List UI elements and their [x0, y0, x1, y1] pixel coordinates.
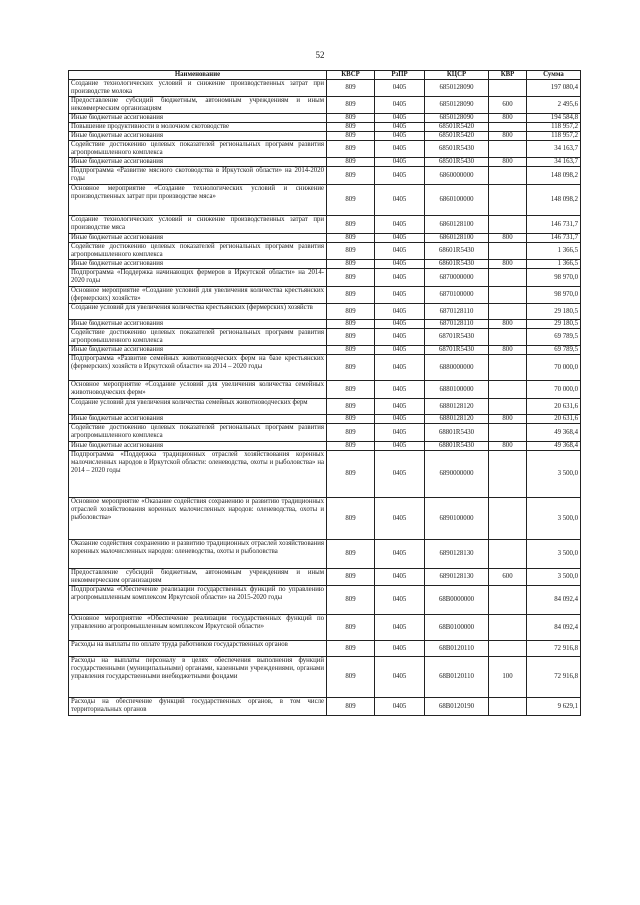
row-rzpr: 0405 [375, 415, 425, 424]
row-kvr [489, 304, 527, 320]
row-kcsr: 6850128090 [425, 97, 489, 114]
row-rzpr: 0405 [375, 114, 425, 123]
row-kvr: 800 [489, 415, 527, 424]
table-row [69, 451, 581, 498]
row-kcsr: 68801R5430 [425, 442, 489, 451]
row-kcsr: 6890100000 [425, 498, 489, 540]
row-sum: 1 366,5 [527, 243, 581, 260]
table-row [69, 260, 581, 269]
table-header-row [69, 71, 581, 80]
row-sum: 146 731,7 [527, 234, 581, 243]
row-kvsr: 809 [327, 114, 375, 123]
row-rzpr: 0405 [375, 399, 425, 415]
row-name: Подпрограмма «Поддержка начинающих фермеров в Иркутской области» на 2014-2020 годы [69, 269, 327, 287]
row-kcsr: 6870100000 [425, 287, 489, 304]
header-name: Наименование [69, 71, 327, 80]
row-kvr [489, 269, 527, 287]
row-name: Иные бюджетные ассигнования [69, 132, 327, 141]
table-row [69, 185, 581, 216]
row-kcsr: 6860100000 [425, 185, 489, 216]
row-rzpr: 0405 [375, 442, 425, 451]
row-kvsr: 809 [327, 641, 375, 657]
row-sum: 49 368,4 [527, 442, 581, 451]
row-name: Иные бюджетные ассигнования [69, 442, 327, 451]
row-kvsr: 809 [327, 243, 375, 260]
row-sum: 84 092,4 [527, 615, 581, 641]
row-rzpr: 0405 [375, 269, 425, 287]
row-sum: 20 631,6 [527, 415, 581, 424]
row-rzpr: 0405 [375, 304, 425, 320]
row-rzpr: 0405 [375, 586, 425, 615]
row-rzpr: 0405 [375, 167, 425, 185]
row-kcsr: 68701R5430 [425, 346, 489, 355]
row-sum: 70 000,0 [527, 381, 581, 399]
row-kvr: 100 [489, 657, 527, 698]
row-kcsr: 6890128130 [425, 569, 489, 586]
row-kvsr: 809 [327, 304, 375, 320]
table-row [69, 540, 581, 569]
table-row [69, 97, 581, 114]
row-kvr [489, 641, 527, 657]
row-kvr [489, 424, 527, 442]
row-kcsr: 68B0000000 [425, 586, 489, 615]
table-row [69, 287, 581, 304]
row-name: Создание технологических условий и снижение производственных затрат при производстве молока [69, 80, 327, 97]
table-row [69, 167, 581, 185]
row-kvr [489, 498, 527, 540]
row-name: Иные бюджетные ассигнования [69, 114, 327, 123]
row-kcsr: 68501R5420 [425, 132, 489, 141]
row-sum: 3 500,0 [527, 540, 581, 569]
row-name: Подпрограмма «Развитие семейных животноводческих ферм на базе крестьянских (фермерских) хозяйств в Иркутской области» на 2014 – 2020 годы [69, 355, 327, 381]
row-rzpr: 0405 [375, 451, 425, 498]
row-kvr [489, 399, 527, 415]
row-name: Предоставление субсидий бюджетным, автономным учреждениям и иным некоммерческим организациям [69, 569, 327, 586]
row-rzpr: 0405 [375, 320, 425, 329]
table-row [69, 132, 581, 141]
header-sum: Сумма [527, 71, 581, 80]
row-name: Подпрограмма «Обеспечение реализации государственных функций по управлению агропромышленным комплексом Иркутской области» на 2015-2020 годы [69, 586, 327, 615]
row-rzpr: 0405 [375, 498, 425, 540]
row-kcsr: 68701R5430 [425, 329, 489, 346]
header-kvsr: КВСР [327, 71, 375, 80]
row-kvsr: 809 [327, 234, 375, 243]
row-rzpr: 0405 [375, 641, 425, 657]
row-kvr [489, 185, 527, 216]
table-row [69, 399, 581, 415]
table-row [69, 320, 581, 329]
row-name: Основное мероприятие «Создание технологических условий и снижение производственных затрат при производстве мяса» [69, 185, 327, 216]
table-row [69, 243, 581, 260]
row-name: Основное мероприятие «Создание условий для увеличения количества семейных животноводческих ферм» [69, 381, 327, 399]
table-row [69, 442, 581, 451]
row-kvr: 800 [489, 442, 527, 451]
row-name: Создание технологических условий и снижение производственных затрат при производстве мяса [69, 216, 327, 234]
row-sum: 84 092,4 [527, 586, 581, 615]
row-name: Основное мероприятие «Оказание содействия сохранению и развитию традиционных отраслей хозяйствования коренных малочисленных народов: оленеводства, охоты и рыболовства» [69, 498, 327, 540]
row-sum: 3 500,0 [527, 451, 581, 498]
row-name: Содействие достижению целевых показателей региональных программ развития агропромышленного комплекса [69, 243, 327, 260]
header-kcsr: КЦСР [425, 71, 489, 80]
row-kvsr: 809 [327, 569, 375, 586]
row-kvsr: 809 [327, 123, 375, 132]
row-kcsr: 68501R5430 [425, 158, 489, 167]
row-name: Создание условий для увеличения количества семейных животноводческих ферм [69, 399, 327, 415]
row-rzpr: 0405 [375, 216, 425, 234]
header-kvr: КВР [489, 71, 527, 80]
row-kvsr: 809 [327, 399, 375, 415]
row-rzpr: 0405 [375, 540, 425, 569]
row-name: Иные бюджетные ассигнования [69, 158, 327, 167]
row-kvr: 600 [489, 97, 527, 114]
row-sum: 49 368,4 [527, 424, 581, 442]
row-kvsr: 809 [327, 269, 375, 287]
row-sum: 3 500,0 [527, 498, 581, 540]
table-row [69, 329, 581, 346]
table-row [69, 415, 581, 424]
table-row [69, 123, 581, 132]
row-kvr [489, 329, 527, 346]
row-name: Иные бюджетные ассигнования [69, 234, 327, 243]
row-kcsr: 68501R5430 [425, 141, 489, 158]
table-row [69, 615, 581, 641]
row-sum: 72 916,8 [527, 657, 581, 698]
row-rzpr: 0405 [375, 329, 425, 346]
row-sum: 69 789,5 [527, 346, 581, 355]
row-kvr: 800 [489, 132, 527, 141]
row-kvsr: 809 [327, 97, 375, 114]
row-kvr: 800 [489, 158, 527, 167]
row-kvr [489, 540, 527, 569]
row-rzpr: 0405 [375, 355, 425, 381]
row-name: Содействие достижению целевых показателей региональных программ развития агропромышленного комплекса [69, 424, 327, 442]
row-sum: 118 957,2 [527, 123, 581, 132]
row-kvsr: 809 [327, 424, 375, 442]
row-kvsr: 809 [327, 185, 375, 216]
row-kvr [489, 355, 527, 381]
row-kvr: 600 [489, 569, 527, 586]
row-kvsr: 809 [327, 329, 375, 346]
row-kcsr: 68501R5420 [425, 123, 489, 132]
row-rzpr: 0405 [375, 141, 425, 158]
row-kvsr: 809 [327, 415, 375, 424]
row-kcsr: 68601R5430 [425, 243, 489, 260]
row-kcsr: 6870128110 [425, 320, 489, 329]
row-rzpr: 0405 [375, 346, 425, 355]
row-kvsr: 809 [327, 381, 375, 399]
row-kvr [489, 216, 527, 234]
row-kcsr: 68B0120110 [425, 641, 489, 657]
row-sum: 29 180,5 [527, 304, 581, 320]
row-kcsr: 68801R5430 [425, 424, 489, 442]
table-row [69, 569, 581, 586]
row-kvr [489, 287, 527, 304]
table-row [69, 355, 581, 381]
row-rzpr: 0405 [375, 287, 425, 304]
row-kvsr: 809 [327, 141, 375, 158]
row-sum: 197 080,4 [527, 80, 581, 97]
row-sum: 1 366,5 [527, 260, 581, 269]
row-rzpr: 0405 [375, 243, 425, 260]
row-name: Расходы на выплаты персоналу в целях обеспечения выполнения функций государственными (муниципальными) органами, казенными учреждениями, органами управления государственными внебюджетными фондами [69, 657, 327, 698]
row-kvr [489, 80, 527, 97]
row-rzpr: 0405 [375, 158, 425, 167]
row-sum: 70 000,0 [527, 355, 581, 381]
row-sum: 34 163,7 [527, 141, 581, 158]
row-kvsr: 809 [327, 698, 375, 716]
row-kvr: 800 [489, 260, 527, 269]
row-sum: 34 163,7 [527, 158, 581, 167]
row-kvsr: 809 [327, 355, 375, 381]
row-name: Предоставление субсидий бюджетным, автономным учреждениям и иным некоммерческим организациям [69, 97, 327, 114]
row-kcsr: 6850128090 [425, 80, 489, 97]
row-name: Подпрограмма «Развитие мясного скотоводства в Иркутской области» на 2014-2020 годы [69, 167, 327, 185]
row-sum: 69 789,5 [527, 329, 581, 346]
row-kvsr: 809 [327, 657, 375, 698]
row-kcsr: 68B0120190 [425, 698, 489, 716]
row-name: Создание условий для увеличения количества крестьянских (фермерских) хозяйств [69, 304, 327, 320]
row-kvsr: 809 [327, 260, 375, 269]
row-kvsr: 809 [327, 451, 375, 498]
row-name: Содействие достижению целевых показателей региональных программ развития агропромышленного комплекса [69, 329, 327, 346]
row-kvsr: 809 [327, 498, 375, 540]
table-row [69, 158, 581, 167]
row-rzpr: 0405 [375, 424, 425, 442]
table-row [69, 216, 581, 234]
row-kvr: 800 [489, 114, 527, 123]
table-row [69, 381, 581, 399]
row-rzpr: 0405 [375, 123, 425, 132]
row-name: Иные бюджетные ассигнования [69, 415, 327, 424]
row-name: Расходы на обеспечение функций государственных органов, в том числе территориальных органов [69, 698, 327, 716]
header-rzpr: РзПР [375, 71, 425, 80]
row-rzpr: 0405 [375, 97, 425, 114]
row-kvsr: 809 [327, 615, 375, 641]
row-kvr: 800 [489, 320, 527, 329]
row-kvsr: 809 [327, 540, 375, 569]
row-sum: 2 495,6 [527, 97, 581, 114]
row-name: Оказание содействия сохранению и развитию традиционных отраслей хозяйствования коренных малочисленных народов: оленеводства, охоты и рыболовства [69, 540, 327, 569]
row-kcsr: 6860128100 [425, 234, 489, 243]
row-kcsr: 6860000000 [425, 167, 489, 185]
row-rzpr: 0405 [375, 234, 425, 243]
row-name: Основное мероприятие «Создание условий для увеличения количества крестьянских (фермерских) хозяйств» [69, 287, 327, 304]
row-name: Иные бюджетные ассигнования [69, 320, 327, 329]
row-kcsr: 6870128110 [425, 304, 489, 320]
row-kvsr: 809 [327, 167, 375, 185]
row-kvr [489, 141, 527, 158]
row-sum: 148 098,2 [527, 185, 581, 216]
row-name: Иные бюджетные ассигнования [69, 346, 327, 355]
row-sum: 29 180,5 [527, 320, 581, 329]
table-row [69, 586, 581, 615]
row-kcsr: 6860128100 [425, 216, 489, 234]
row-kvr [489, 698, 527, 716]
row-kvr: 800 [489, 346, 527, 355]
row-sum: 146 731,7 [527, 216, 581, 234]
table-row [69, 80, 581, 97]
row-name: Иные бюджетные ассигнования [69, 260, 327, 269]
table-row [69, 304, 581, 320]
row-sum: 20 631,6 [527, 399, 581, 415]
row-name: Расходы на выплаты по оплате труда работников государственных органов [69, 641, 327, 657]
row-kcsr: 6880000000 [425, 355, 489, 381]
row-kvr [489, 615, 527, 641]
row-kvsr: 809 [327, 158, 375, 167]
row-sum: 148 098,2 [527, 167, 581, 185]
row-sum: 98 970,0 [527, 269, 581, 287]
row-kvsr: 809 [327, 287, 375, 304]
row-kvsr: 809 [327, 132, 375, 141]
row-sum: 72 916,8 [527, 641, 581, 657]
row-name: Подпрограмма «Поддержка традиционных отраслей хозяйствования коренных малочисленных народов в Иркутской области: оленеводства, охоты и рыболовства» на 2014 – 2020 годы [69, 451, 327, 498]
row-kcsr: 68B0120110 [425, 657, 489, 698]
table-row [69, 657, 581, 698]
row-kvsr: 809 [327, 216, 375, 234]
row-sum: 194 584,8 [527, 114, 581, 123]
row-kvsr: 809 [327, 346, 375, 355]
table-row [69, 641, 581, 657]
table-row [69, 346, 581, 355]
row-sum: 9 629,1 [527, 698, 581, 716]
row-kvr [489, 243, 527, 260]
row-rzpr: 0405 [375, 260, 425, 269]
table-row [69, 424, 581, 442]
row-kcsr: 68B0100000 [425, 615, 489, 641]
row-rzpr: 0405 [375, 132, 425, 141]
row-kcsr: 6890000000 [425, 451, 489, 498]
row-sum: 118 957,2 [527, 132, 581, 141]
row-name: Повышение продуктивности в молочном скотоводстве [69, 123, 327, 132]
row-kvsr: 809 [327, 80, 375, 97]
row-kcsr: 6880128120 [425, 415, 489, 424]
table-row [69, 698, 581, 716]
table-row [69, 114, 581, 123]
row-rzpr: 0405 [375, 569, 425, 586]
row-kvr [489, 381, 527, 399]
row-kcsr: 6880128120 [425, 399, 489, 415]
row-kvsr: 809 [327, 442, 375, 451]
row-kcsr: 6890128130 [425, 540, 489, 569]
row-kvr: 800 [489, 234, 527, 243]
row-kvr [489, 167, 527, 185]
row-kcsr: 6880100000 [425, 381, 489, 399]
page-number: 52 [315, 50, 325, 60]
row-kcsr: 6870000000 [425, 269, 489, 287]
table-row [69, 269, 581, 287]
table-row [69, 234, 581, 243]
row-rzpr: 0405 [375, 185, 425, 216]
budget-table [68, 70, 581, 716]
row-rzpr: 0405 [375, 381, 425, 399]
row-kcsr: 68601R5430 [425, 260, 489, 269]
row-kvsr: 809 [327, 320, 375, 329]
row-rzpr: 0405 [375, 698, 425, 716]
table-row [69, 141, 581, 158]
row-rzpr: 0405 [375, 615, 425, 641]
table-row [69, 498, 581, 540]
row-kvr [489, 451, 527, 498]
row-rzpr: 0405 [375, 657, 425, 698]
row-rzpr: 0405 [375, 80, 425, 97]
row-name: Содействие достижению целевых показателей региональных программ развития агропромышленного комплекса [69, 141, 327, 158]
row-kvr [489, 586, 527, 615]
row-sum: 3 500,0 [527, 569, 581, 586]
row-kvsr: 809 [327, 586, 375, 615]
row-kvr [489, 123, 527, 132]
row-sum: 98 970,0 [527, 287, 581, 304]
row-name: Основное мероприятие «Обеспечение реализации государственных функций по управлению агропромышленным комплексом Иркутской области» [69, 615, 327, 641]
row-kcsr: 6850128090 [425, 114, 489, 123]
